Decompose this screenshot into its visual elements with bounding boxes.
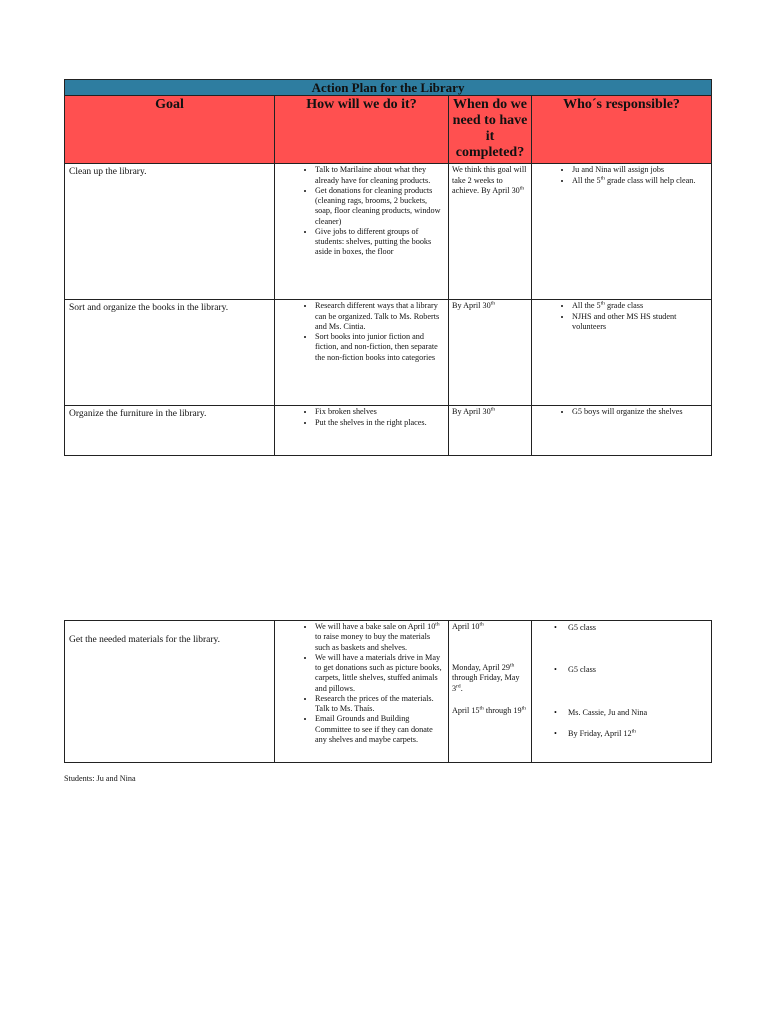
list-item: • All the 5th grade class	[572, 301, 708, 311]
list-item: • Talk to Marilaine about what they already have for cleaning products.	[315, 165, 445, 186]
goal-cell: Organize the furniture in the library.	[65, 406, 275, 456]
header-goal: Goal	[65, 96, 275, 164]
goal-cell: Get the needed materials for the library.	[65, 621, 275, 763]
header-when: When do we need to have it completed?	[449, 96, 532, 164]
when-cell	[449, 164, 532, 300]
when-text: April 10th	[452, 621, 484, 631]
list-item: • Email Grounds and Building Committee to see if they can donate any shelves and maybe carpets.	[315, 714, 445, 745]
list-item: • Sort books into junior fiction and fiction, and non-fiction, then separate the non-fiction books into categories	[315, 332, 445, 363]
materials-table	[64, 620, 712, 763]
who-cell	[532, 406, 712, 456]
list-item: • Put the shelves in the right places.	[315, 418, 445, 428]
when-cell	[449, 406, 532, 456]
list-item: • We will have a materials drive in May to get donations such as picture books, carpets, little shelves, stuffed animals and pillows.	[315, 653, 445, 694]
list-item: • Fix broken shelves	[315, 407, 445, 417]
list-item: • G5 boys will organize the shelves	[572, 407, 708, 417]
students-footer: Students: Ju and Nina	[64, 774, 136, 783]
list-item: • All the 5th grade class will help clean.	[572, 176, 708, 186]
list-item: • Ju and Nina will assign jobs	[572, 165, 708, 175]
when-text: By April 30	[452, 301, 491, 311]
list-item: • Give jobs to different groups of students: shelves, putting the books aside in boxes, the floor	[315, 227, 445, 258]
list-item: • G5 class	[568, 665, 708, 675]
superscript: th	[490, 406, 495, 413]
table-row	[65, 300, 712, 406]
list-item: • By Friday, April 12th	[568, 729, 708, 739]
list-item: • Ms. Cassie, Ju and Nina	[568, 708, 708, 718]
when-text: By April 30	[452, 407, 491, 417]
how-cell	[275, 164, 449, 300]
header-row	[65, 96, 712, 164]
when-cell	[449, 621, 532, 763]
table-row	[65, 406, 712, 456]
who-cell	[532, 300, 712, 406]
action-plan-table	[64, 79, 712, 456]
list-item: • Research the prices of the materials. Talk to Ms. Thaís.	[315, 694, 445, 715]
list-item: • We will have a bake sale on April 10th to raise money to buy the materials such as baskets and shelves.	[315, 622, 445, 653]
who-cell	[532, 621, 712, 763]
header-how: How will we do it?	[275, 96, 449, 164]
list-item: • NJHS and other MS HS student volunteers	[572, 312, 708, 333]
table-title: Action Plan for the Library	[65, 80, 712, 96]
goal-cell: Clean up the library.	[65, 164, 275, 300]
list-item: • Get donations for cleaning products (cleaning rags, brooms, 2 buckets, soap, floor cleaning products, window cleaner)	[315, 186, 445, 227]
when-cell	[449, 300, 532, 406]
who-cell	[532, 164, 712, 300]
superscript: th	[490, 300, 495, 307]
table-row	[65, 621, 712, 763]
list-item: • G5 class	[568, 623, 708, 633]
table-row	[65, 164, 712, 300]
list-item: • Research different ways that a library can be organized. Talk to Ms. Roberts and Ms. Cintia.	[315, 301, 445, 332]
when-text: We think this goal will take 2 weeks to achieve. By April 30	[452, 165, 527, 195]
when-text: Monday, April 29th through Friday, May 3rd.	[452, 662, 520, 693]
header-who: Who´s responsible?	[532, 96, 712, 164]
goal-cell: Sort and organize the books in the library.	[65, 300, 275, 406]
how-cell	[275, 621, 449, 763]
superscript: th	[519, 185, 525, 192]
when-text: April 15th through 19th	[452, 705, 526, 715]
how-cell	[275, 300, 449, 406]
how-cell	[275, 406, 449, 456]
